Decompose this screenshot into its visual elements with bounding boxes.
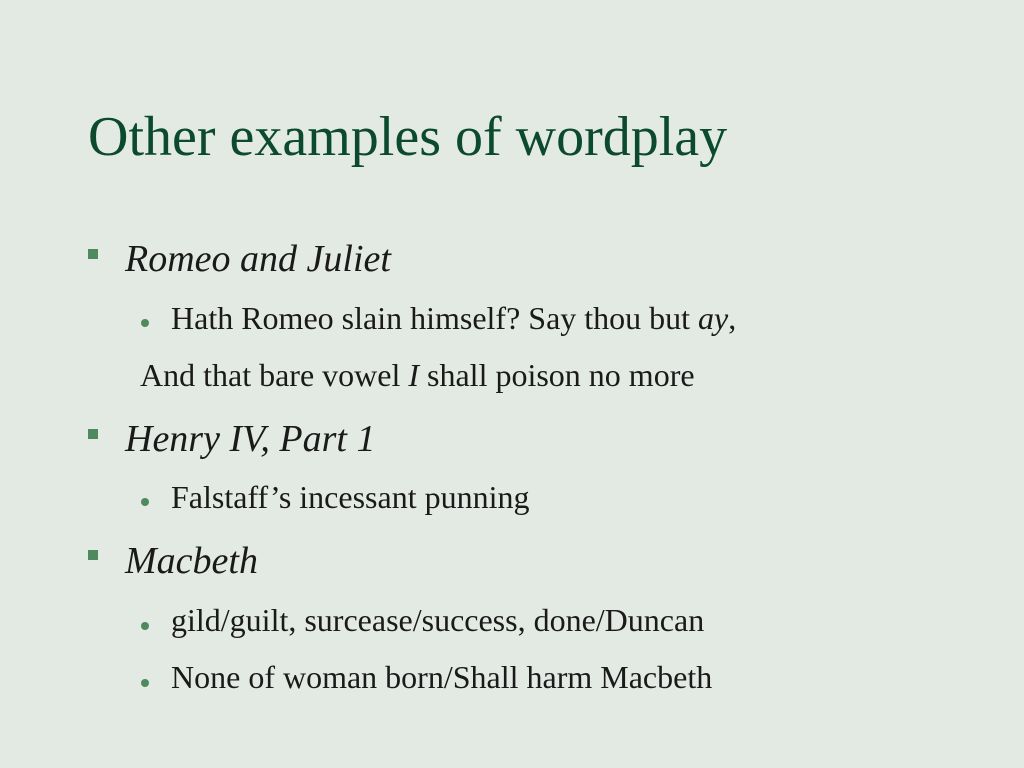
quote-line-1-italic: ay: [698, 300, 729, 336]
round-bullet-icon: [141, 498, 149, 506]
square-bullet-icon: [88, 429, 98, 439]
list-item: None of woman born/Shall harm Macbeth: [171, 659, 713, 695]
list-item: gild/guilt, surcease/success, done/Duncan: [171, 602, 705, 638]
round-bullet-icon: [141, 319, 149, 327]
round-bullet-icon: [141, 622, 149, 630]
quote-line-1-end: ,: [728, 300, 737, 336]
section-heading-romeo-and-juliet: Romeo and Juliet: [125, 238, 391, 280]
quote-line-2-italic: I: [408, 357, 420, 393]
quote-line-2-text: And that bare vowel: [140, 357, 409, 393]
quote-line-2: [140, 359, 695, 391]
quote-line-2-end: shall poison no more: [419, 357, 695, 393]
quote-line-1-text: Hath Romeo slain himself? Say thou but: [171, 300, 699, 336]
list-item: Falstaff’s incessant punning: [171, 479, 530, 515]
quote-line-1: [171, 302, 736, 334]
slide-title: Other examples of wordplay: [88, 106, 728, 168]
round-bullet-icon: [141, 679, 149, 687]
square-bullet-icon: [88, 249, 98, 259]
section-heading-henry-iv: Henry IV, Part 1: [125, 418, 376, 460]
square-bullet-icon: [88, 550, 98, 560]
section-heading-macbeth: Macbeth: [125, 540, 258, 582]
